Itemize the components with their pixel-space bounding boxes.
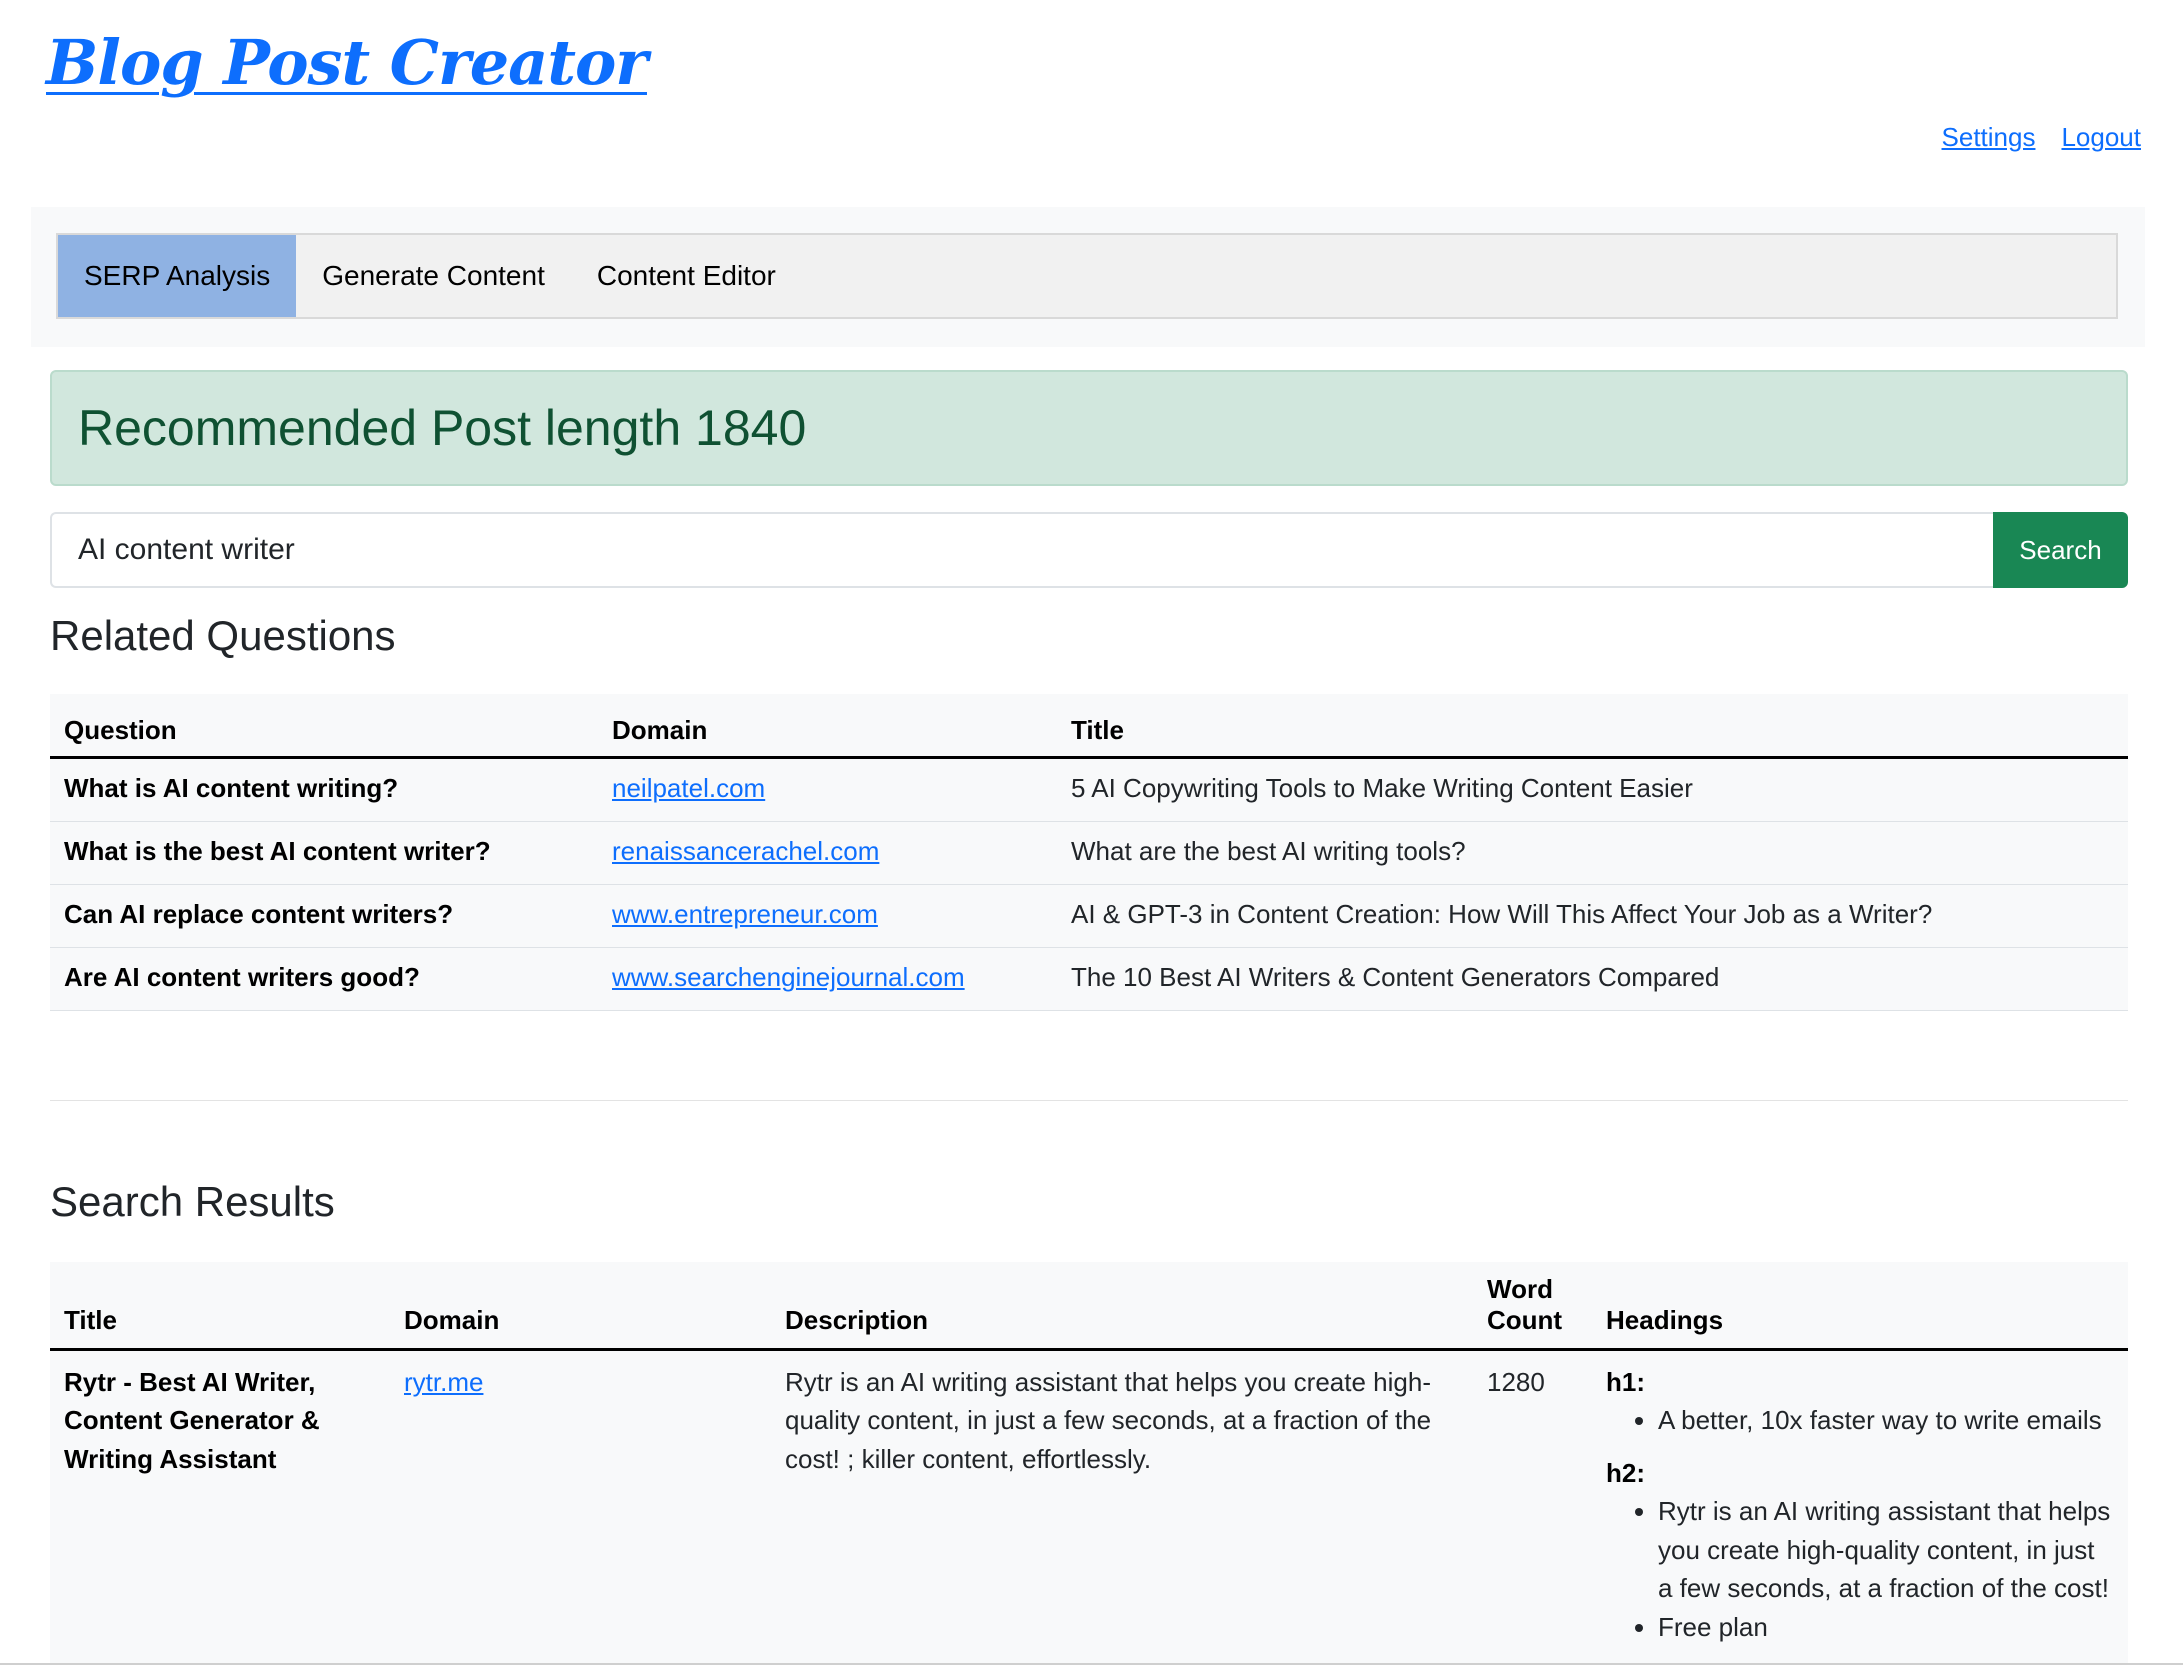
headings-group-h2	[1606, 1454, 2114, 1646]
domain-link[interactable]: www.searchenginejournal.com	[612, 962, 965, 992]
logout-link[interactable]: Logout	[2061, 122, 2141, 152]
tab-bar	[56, 233, 2118, 319]
result-headings-cell	[1592, 1350, 2128, 1665]
tab-content-editor[interactable]: Content Editor	[596, 260, 776, 291]
recommended-length-alert: Recommended Post length 1840	[50, 370, 2128, 486]
heading-level-label: h1:	[1606, 1367, 1645, 1397]
domain-link[interactable]: neilpatel.com	[612, 773, 766, 803]
column-header-headings: Headings	[1592, 1262, 2128, 1350]
table-row	[50, 822, 2128, 885]
domain-link[interactable]: renaissancerachel.com	[612, 836, 880, 866]
table-row	[50, 1350, 2128, 1665]
search-results-table	[50, 1262, 2128, 1665]
column-header-title: Title	[50, 1262, 390, 1350]
tab-generate-content[interactable]: Generate Content	[322, 260, 545, 291]
search-results-heading: Search Results	[50, 1178, 335, 1225]
column-header-question: Question	[50, 694, 598, 758]
table-header-row	[50, 694, 2128, 758]
section-divider	[50, 1100, 2128, 1101]
heading-level-label: h2:	[1606, 1457, 1645, 1488]
column-header-domain: Domain	[390, 1262, 771, 1350]
result-word-count-cell: 1280	[1473, 1350, 1592, 1665]
search-button[interactable]: Search	[1993, 512, 2128, 588]
domain-cell	[598, 758, 1057, 822]
nav-container	[31, 207, 2145, 347]
top-links	[1942, 122, 2141, 153]
list-item: • Free plan	[1658, 1608, 2114, 1646]
title-cell: What are the best AI writing tools?	[1057, 822, 2128, 885]
column-header-description: Description	[771, 1262, 1473, 1350]
column-header-word-count: Word Count	[1473, 1262, 1592, 1350]
table-row	[50, 758, 2128, 822]
title-cell: The 10 Best AI Writers & Content Generators Compared	[1057, 948, 2128, 1011]
table-row	[50, 885, 2128, 948]
list-item: • Rytr is an AI writing assistant that helps you create high-quality content, in just a few seconds, at a fraction of the cost!	[1658, 1492, 2114, 1607]
table-header-row	[50, 1262, 2128, 1350]
domain-link[interactable]: www.entrepreneur.com	[612, 899, 878, 929]
question-cell: What is the best AI content writer?	[50, 822, 598, 885]
result-description-cell: Rytr is an AI writing assistant that helps you create high-quality content, in just a few seconds, at a fraction of the cost! ; killer content, effortlessly.	[771, 1350, 1473, 1665]
related-questions-table	[50, 694, 2128, 1011]
title-cell: 5 AI Copywriting Tools to Make Writing Content Easier	[1057, 758, 2128, 822]
question-cell: Are AI content writers good?	[50, 948, 598, 1011]
result-domain-cell	[390, 1350, 771, 1665]
heading-list	[1606, 1401, 2114, 1439]
related-questions-heading: Related Questions	[50, 612, 396, 659]
column-header-domain: Domain	[598, 694, 1057, 758]
domain-link[interactable]: rytr.me	[404, 1367, 484, 1397]
search-bar	[50, 512, 2128, 588]
tab-serp-analysis[interactable]: SERP Analysis	[58, 235, 296, 317]
headings-group-h1	[1606, 1363, 2114, 1440]
question-cell: What is AI content writing?	[50, 758, 598, 822]
brand-logo-link[interactable]: Blog Post Creator	[46, 26, 647, 99]
question-cell: Can AI replace content writers?	[50, 885, 598, 948]
domain-cell	[598, 948, 1057, 1011]
search-input[interactable]	[50, 512, 1993, 588]
table-row	[50, 948, 2128, 1011]
result-title-cell: Rytr - Best AI Writer, Content Generator & Writing Assistant	[50, 1350, 390, 1665]
heading-list	[1606, 1492, 2114, 1646]
title-cell: AI & GPT-3 in Content Creation: How Will This Affect Your Job as a Writer?	[1057, 885, 2128, 948]
list-item: • A better, 10x faster way to write emails	[1658, 1401, 2114, 1439]
domain-cell	[598, 885, 1057, 948]
settings-link[interactable]: Settings	[1941, 122, 2036, 152]
column-header-title: Title	[1057, 694, 2128, 758]
domain-cell	[598, 822, 1057, 885]
